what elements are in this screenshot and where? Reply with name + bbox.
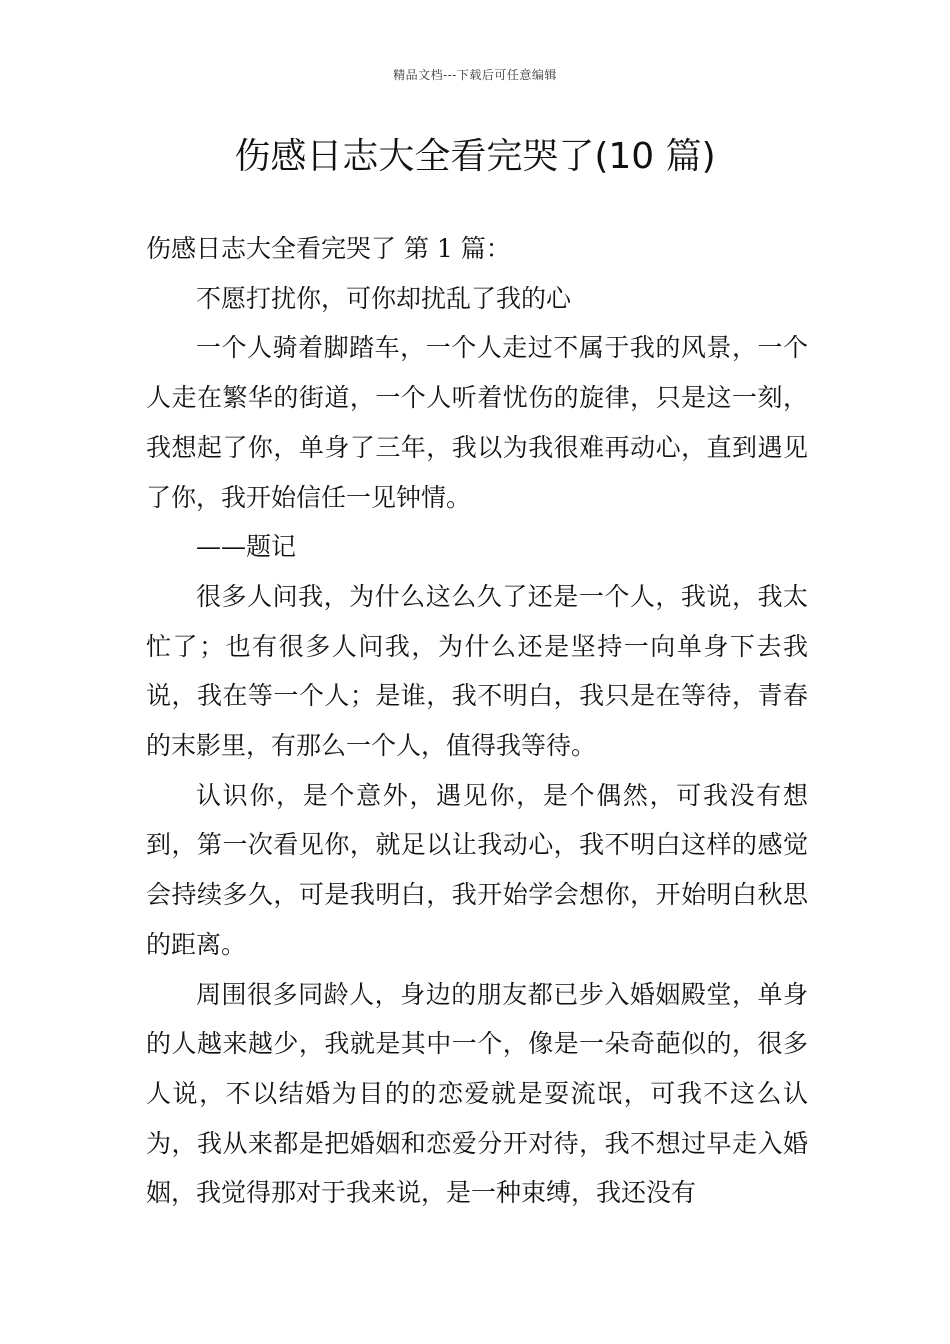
- paragraph: 一个人骑着脚踏车，一个人走过不属于我的风景，一个人走在繁华的街道，一个人听着忧伤的旋律，只是这一刻，我想起了你，单身了三年，我以为我很难再动心，直到遇见了你，我开始信任一见钟情。: [146, 333, 808, 512]
- header-note: 精品文档---下载后可任意编辑: [393, 68, 557, 82]
- page-title: 伤感日志大全看完哭了(10 篇): [234, 136, 716, 177]
- paragraph: 认识你，是个意外，遇见你，是个偶然，可我没有想到，第一次看见你，就足以让我动心，我不明白这样的感觉会持续多久，可是我明白，我开始学会想你，开始明白秋思的距离。: [146, 780, 808, 959]
- paragraph-epigraph-note: ——题记: [196, 532, 297, 562]
- paragraph: 很多人问我，为什么这么久了还是一个人，我说，我太忙了；也有很多人问我，为什么还是坚持一向单身下去我说，我在等一个人；是谁，我不明白，我只是在等待，青春的末影里，有那么一个人，值得我等待。: [146, 581, 808, 761]
- document-body: [146, 224, 808, 1218]
- paragraph: 周围很多同龄人，身边的朋友都已步入婚姻殿堂，单身的人越来越少，我就是其中一个，像是一朵奇葩似的，很多人说，不以结婚为目的的恋爱就是耍流氓，可我不这么认为，我从来都是把婚姻和恋爱分开对待，我不想过早走入婚姻，我觉得那对于我来说，是一种束缚，我还没有: [146, 979, 808, 1208]
- section-heading: 伤感日志大全看完哭了 第 1 篇：: [146, 234, 511, 263]
- paragraph-subtitle: 不愿打扰你，可你却扰乱了我的心: [196, 283, 572, 313]
